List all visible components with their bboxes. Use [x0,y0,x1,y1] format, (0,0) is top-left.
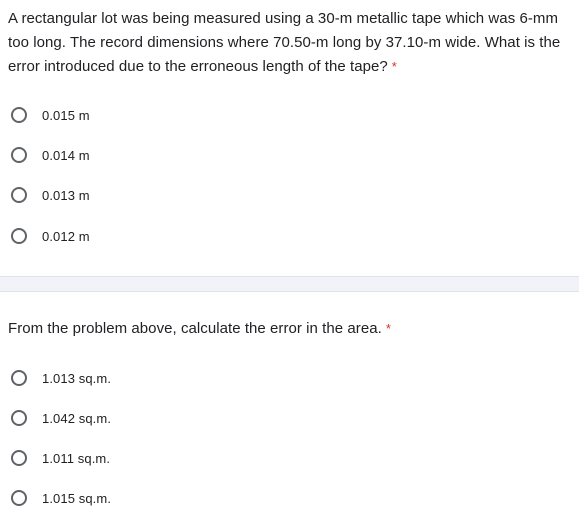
option-label: 0.012 m [42,228,90,244]
option-label: 0.015 m [42,107,90,123]
question-text [8,7,573,79]
question-text [8,317,573,341]
option-0-014[interactable] [8,143,90,167]
radio-button[interactable] [11,370,27,386]
option-label: 1.042 sq.m. [42,410,112,426]
option-0-012[interactable] [8,224,90,248]
option-label: 1.013 sq.m. [42,370,112,386]
question-separator [0,276,579,292]
radio-button[interactable] [11,450,27,466]
radio-button[interactable] [11,187,27,203]
option-1-011[interactable] [8,446,110,470]
option-0-015[interactable] [8,103,90,127]
question-text-content: A rectangular lot was being measured using a 30-m metallic tape which was 6-mm too long. The record dimensions where 70.50-m long by 37.10-m wide. What is the error introduced due to the erroneous length of the tape? [8,10,561,75]
option-1-042[interactable] [8,406,111,430]
option-label: 1.011 sq.m. [42,450,111,466]
radio-button[interactable] [11,107,27,123]
radio-button[interactable] [11,147,27,163]
option-1-013[interactable] [8,366,111,390]
radio-button[interactable] [11,410,27,426]
radio-button[interactable] [11,228,27,244]
radio-button[interactable] [11,490,27,506]
required-asterisk: * [391,59,397,74]
option-label: 0.013 m [42,187,90,203]
question-card-2 [0,292,579,524]
option-label: 0.014 m [42,147,90,163]
option-1-015[interactable] [8,486,111,510]
required-asterisk: * [385,321,391,336]
option-0-013[interactable] [8,183,90,207]
option-label: 1.015 sq.m. [42,490,112,506]
question-text-content: From the problem above, calculate the error in the area. [8,320,382,337]
